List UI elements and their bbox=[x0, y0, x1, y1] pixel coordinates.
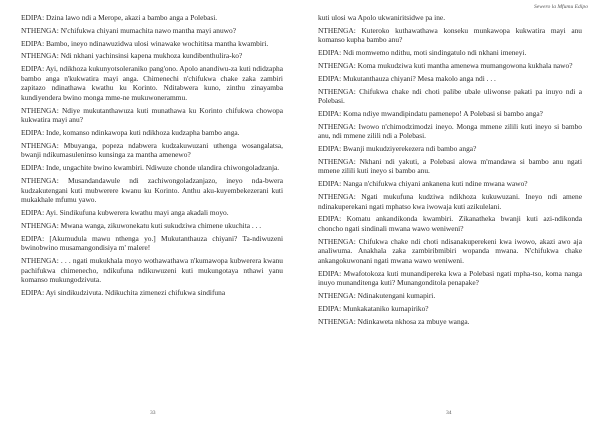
dialogue-paragraph: NTHENGA: Kuteroko kuthawathawa konseku munkawopa kukwatira mayi anu komanso kupha bambo anu? bbox=[318, 25, 582, 45]
page-number-left: 33 bbox=[150, 410, 156, 416]
right-page-text bbox=[318, 13, 582, 329]
dialogue-paragraph: EDIPA: Inde, ungachite bwino kwambiri. Ndiwuze chonde ulandira chiwongoladzanja. bbox=[21, 163, 280, 173]
dialogue-paragraph: NTHENGA: Ndiye mukutanthawuza kuti munathawa ku Korinto chifukwa chowopa kukwatira mayi anu? bbox=[21, 105, 283, 125]
dialogue-paragraph: EDIPA: Ayi sindikudzivuta. Ndikuchita zimenezi chifukwa sindifuna bbox=[21, 287, 226, 297]
dialogue-paragraph: kuti ulosi wa Apolo ukwaniritsidwe pa ine. bbox=[318, 13, 446, 22]
dialogue-paragraph: EDIPA: Munkakataniko kumapiriko? bbox=[318, 303, 429, 313]
dialogue-paragraph: EDIPA: Koma ndiye mwandipindatu pamenepo! A Polebasi si bambo anga? bbox=[318, 108, 543, 118]
dialogue-paragraph: NTHENGA: Musandandawule ndi zachiwongoladzanjazo, ineyo nda-bwera kudzakutengani kuti mubwerere kwanu ku Korinto. Anthu aku-kuyembekezerani kuti mukakhale mfumu yawo. bbox=[21, 176, 283, 205]
dialogue-paragraph: NTHENGA: Iwowo n'chimodzimodzi ineyo. Monga mmene zilili kuti ineyo si bambo anu, ndi mmene zilili ndi a Polebasi. bbox=[318, 121, 582, 141]
dialogue-paragraph: EDIPA: Ayi. Sindikufuna kubwerera kwathu mayi anga akadali moyo. bbox=[21, 207, 229, 217]
dialogue-paragraph: EDIPA: Inde, komanso ndinkawopa kuti ndikhoza kudzapha bambo anga. bbox=[21, 128, 240, 138]
page-number-right: 34 bbox=[446, 410, 452, 416]
running-head: Sewero la Mfumu Edipo bbox=[533, 4, 588, 10]
dialogue-paragraph: EDIPA: Nanga n'chifukwa chiyani ankanena kuti ndine mwana wawo? bbox=[318, 179, 528, 189]
dialogue-paragraph: EDIPA: [Akumudula mawu nthenga yo.] Mukutanthauza chiyani? Ta-ndiwuzeni bwinobwino musamangondisiya m' malere! bbox=[21, 233, 283, 253]
dialogue-paragraph: EDIPA: Ndi momwemo ndithu, moti sindingatulo ndi nkhani imeneyi. bbox=[318, 48, 527, 58]
dialogue-paragraph: EDIPA: Mukutanthauza chiyani? Mesa makolo anga ndi . . . bbox=[318, 73, 496, 83]
dialogue-paragraph: EDIPA: Bambo, ineyo ndinawuzidwa ulosi winawake wochititsa mantha kwambiri. bbox=[21, 38, 269, 48]
dialogue-paragraph: NTHENGA: N'chifukwa chiyani mumachita nawo mantha mayi anuwo? bbox=[21, 25, 236, 35]
right-page bbox=[300, 0, 600, 424]
dialogue-paragraph: NTHENGA: Mwana wanga, zikuwonekatu kuti sukudziwa chimene ukuchita . . . bbox=[21, 220, 262, 230]
dialogue-paragraph: NTHENGA: Ndinakutengani kumapiri. bbox=[318, 291, 436, 301]
dialogue-paragraph: EDIPA: Bwanji mukudziyerekezera ndi bambo anga? bbox=[318, 144, 477, 154]
dialogue-paragraph: NTHENGA: Nkhani ndi yakuti, a Polebasi alowa m'mandawa si bambo anu ngati mmene zilili kuti ineyo si bambo anu. bbox=[318, 156, 582, 176]
dialogue-paragraph: NTHENGA: Chifukwa chake ndi choti ndisanakuperekeni kwa iwowo, akazi awo aja analiwuma. Anakhala zaka zambiribmibiri wopanda mwana. N'chifukwa chake ankangokuwonani ngati mwana wawo weniweni. bbox=[318, 236, 582, 265]
left-page-text bbox=[21, 13, 283, 301]
dialogue-paragraph: EDIPA: Dzina lawo ndi a Merope, akazi a bambo anga a Polebasi. bbox=[21, 13, 218, 22]
dialogue-paragraph: NTHENGA: Ndinkaweta nkhosa za mbuye wanga. bbox=[318, 316, 470, 326]
dialogue-paragraph: NTHENGA: . . . ngati mukukhala moyo wothawathawa n'kumawopa kubwerera kwanu pachifukwa chimenecho, ndikufuna ndikuwuzeni kuti mukungotaya nthawi yanu komanso mukungodzivuta. bbox=[21, 255, 283, 285]
dialogue-paragraph: EDIPA: Mwafotokoza kuti munandipereka kwa a Polebasi ngati mpha-tso, koma nanga inuyo munanditenga kuti? Munangonditola penapake? bbox=[318, 268, 582, 288]
dialogue-paragraph: NTHENGA: Ngati mukufuna kudziwa ndikhoza kukuwuzani. Ineyo ndi amene ndinakuperekani ngati mphatso kwa iwowaja kuti azikulelani. bbox=[318, 191, 582, 211]
dialogue-paragraph: NTHENGA: Chifukwa chake ndi choti palibe ubale uliwonse pakati pa inuyo ndi a Polebasi. bbox=[318, 86, 582, 106]
dialogue-paragraph: EDIPA: Komatu ankandikonda kwambiri. Zikanatheka bwanji kuti azi-ndikonda choncho ngati sindinali mwana wawo weniweni? bbox=[318, 214, 582, 233]
dialogue-paragraph: NTHENGA: Mbuyanga, popeza ndabwera kudzakuwuzani uthenga wosangalatsa, bwanji ndikumasuleninso kunsinga za mantha amenewo? bbox=[21, 140, 283, 160]
dialogue-paragraph: NTHENGA: Koma mukudziwa kuti mantha amenewa mumangowona kukhala nawo? bbox=[318, 60, 573, 70]
dialogue-paragraph: NTHENGA: Ndi nkhani yachinsinsi kapena mukhoza kundibenthulira-ko? bbox=[21, 51, 243, 61]
dialogue-paragraph: EDIPA: Ayi, ndikhoza kukunyotsoleraniko pang'ono. Apolo anandiwu-za kuti ndidzapha bambo anga n'kukwatira mayi anga. Chimenechi n'chifukwa chake zaka zambiri zapitazo ndinathawa kwathu ku Korinto. Nditabwera kuno, zinthu zinayamba kundiyendera bwino monga mme-ne mukuwonerammu. bbox=[21, 64, 283, 102]
